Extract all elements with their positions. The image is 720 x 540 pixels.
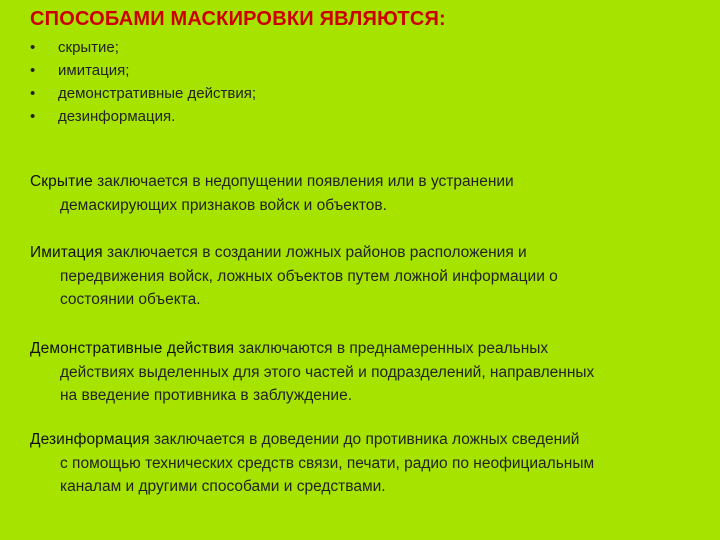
list-item (30, 64, 256, 87)
paragraph-disinformation (30, 428, 700, 499)
list-item (30, 110, 256, 133)
list-item (30, 87, 256, 110)
paragraph-line: на введение противника в заблуждение. (60, 387, 353, 404)
paragraph-text: заключается в доведении до противника ложных сведений (149, 431, 580, 448)
paragraph-term: Скрытие (30, 173, 93, 190)
paragraph-line: передвижения войск, ложных объектов путем ложной информации о (60, 267, 558, 285)
bullet-icon: • (30, 85, 36, 102)
paragraph-term: Имитация (30, 244, 103, 261)
bullet-icon: • (30, 108, 36, 125)
paragraph-text: заключается в недопущении появления или в устранении (92, 173, 514, 190)
paragraph-demonstrative-actions (30, 337, 700, 408)
paragraph-line: действиях выделенных для этого частей и подразделений, направленных (60, 363, 595, 381)
bullet-icon: • (30, 39, 36, 56)
paragraph-first-line (30, 428, 700, 452)
paragraph-text: заключается в создании ложных районов расположения и (102, 244, 527, 261)
list-item-text: имитация; (58, 62, 130, 79)
paragraph-imitation (30, 241, 700, 312)
paragraph-first-line (30, 170, 700, 194)
paragraph-first-line (30, 337, 700, 361)
paragraph-term: Дезинформация (30, 431, 150, 448)
paragraph-line: состоянии объекта. (60, 291, 201, 308)
paragraph-line: с помощью технических средств связи, печати, радио по неофициальным (60, 454, 595, 472)
paragraph-first-line (30, 241, 700, 265)
bullet-icon: • (30, 62, 36, 79)
bullet-list (30, 41, 256, 133)
slide-title: СПОСОБАМИ МАСКИРОВКИ ЯВЛЯЮТСЯ: (30, 8, 446, 30)
list-item (30, 41, 256, 64)
paragraph-concealment (30, 170, 700, 217)
paragraph-term: Демонстративные действия (30, 340, 235, 357)
paragraph-line: демаскирующих признаков войск и объектов. (60, 196, 387, 214)
paragraph-line: каналам и другими способами и средствами. (60, 478, 386, 495)
list-item-text: скрытие; (58, 39, 119, 56)
list-item-text: демонстративные действия; (58, 85, 257, 102)
paragraph-text: заключаются в преднамеренных реальных (234, 340, 549, 357)
list-item-text: дезинформация. (58, 108, 176, 125)
